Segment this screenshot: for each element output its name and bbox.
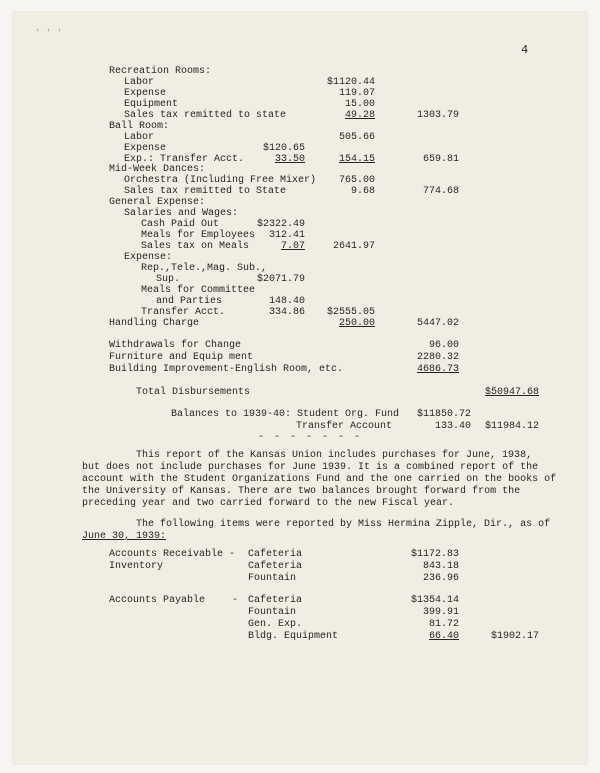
page-number: 4	[521, 43, 529, 57]
dances-heading: Mid-Week Dances:	[109, 164, 206, 175]
receivable-cafeteria-label: Cafeteria	[248, 549, 303, 560]
recreation-labor-amt: $1120.44	[326, 77, 375, 88]
dances-tax-label: Sales tax remitted to State	[124, 186, 287, 197]
para1-line4: the University of Kansas. There are two balances brought forward from the	[82, 486, 521, 497]
handling-amt: 250.00	[338, 318, 375, 329]
ballroom-labor-amt: 505.66	[338, 132, 375, 143]
total-label: Total Disbursements	[136, 387, 251, 398]
para2-line1: The following items were reported by Miss Hermina Zipple, Dir., as of	[136, 519, 551, 530]
para1-line3: account with the Student Organizations Fund and the one carried on the books of	[82, 474, 557, 485]
recreation-tax-amt: 49.28	[344, 110, 375, 121]
para2-line2: June 30, 1939:	[82, 531, 167, 542]
ballroom-transfer-amt: 33.50	[274, 154, 305, 165]
payable-bldg-amt: 66.40	[428, 631, 459, 642]
para1-line1: This report of the Kansas Union includes purchases for June, 1938,	[136, 450, 533, 461]
cash-amt: $2322.49	[256, 219, 305, 230]
dances-orchestra-label: Orchestra (Including Free Mixer)	[124, 175, 317, 186]
recreation-labor-label: Labor	[124, 77, 155, 88]
dances-orchestra-amt: 765.00	[338, 175, 375, 186]
balances-fund-amt: $11850.72	[416, 409, 471, 420]
cash-label: Cash Paid Out	[141, 219, 220, 230]
inventory-fountain-amt: 236.96	[422, 573, 459, 584]
balances-transfer-label: Transfer Account	[296, 421, 393, 432]
transfer-amt: 334.86	[268, 307, 305, 318]
balances-total: $11984.12	[484, 421, 539, 432]
ballroom-total: 659.81	[422, 154, 459, 165]
meals-label: Meals for Employees	[141, 230, 256, 241]
recreation-heading: Recreation Rooms:	[109, 66, 212, 77]
recreation-tax-label: Sales tax remitted to state	[124, 110, 287, 121]
committee-amt: 148.40	[268, 296, 305, 307]
rep-amt: $2071.79	[256, 274, 305, 285]
furniture-amt: 2280.32	[416, 352, 459, 363]
payable-label: Accounts Payable	[109, 595, 206, 606]
withdrawals-amt: 96.00	[428, 340, 459, 351]
general-total: 5447.02	[416, 318, 459, 329]
inventory-cafeteria-label: Cafeteria	[248, 561, 303, 572]
dances-total: 774.68	[422, 186, 459, 197]
rep-label-2: Sup.	[156, 274, 181, 285]
committee-label-1: Meals for Committee	[141, 285, 256, 296]
payable-cafeteria-label: Cafeteria	[248, 595, 303, 606]
inventory-fountain-label: Fountain	[248, 573, 297, 584]
expense-heading: Expense:	[124, 252, 173, 263]
ballroom-expense-amt: $120.65	[262, 143, 305, 154]
corner-marks: ' ' '	[35, 28, 63, 38]
recreation-total: 1303.79	[416, 110, 459, 121]
ballroom-transfer-label: Exp.: Transfer Acct.	[124, 154, 245, 165]
general-heading: General Expense:	[109, 197, 206, 208]
payable-dash: -	[232, 595, 239, 606]
building-label: Building Improvement-English Room, etc.	[109, 364, 344, 375]
payable-bldg-label: Bldg. Equipment	[248, 631, 339, 642]
payable-cafeteria-amt: $1354.14	[410, 595, 459, 606]
rep-label-1: Rep.,Tele.,Mag. Sub.,	[141, 263, 268, 274]
meals-amt: 312.41	[268, 230, 305, 241]
salestax-label: Sales tax on Meals	[141, 241, 250, 252]
salaries-total: 2641.97	[332, 241, 375, 252]
separator: - - - - - - -	[258, 432, 363, 443]
salaries-heading: Salaries and Wages:	[124, 208, 239, 219]
recreation-expense-label: Expense	[124, 88, 167, 99]
para1-line2: but does not include purchases for June 1939. It is a combined report of the	[82, 462, 539, 473]
ballroom-expense-label: Expense	[124, 143, 167, 154]
dances-tax-amt: 9.68	[350, 186, 375, 197]
recreation-equipment-amt: 15.00	[344, 99, 375, 110]
payable-fountain-label: Fountain	[248, 607, 297, 618]
ballroom-labor-label: Labor	[124, 132, 155, 143]
furniture-label: Furniture and Equip ment	[109, 352, 254, 363]
handling-label: Handling Charge	[109, 318, 200, 329]
salestax-amt: 7.07	[280, 241, 305, 252]
committee-label-2: and Parties	[156, 296, 223, 307]
total-amt: $50947.68	[484, 387, 539, 398]
balances-label: Balances to 1939-40: Student Org. Fund	[171, 409, 400, 420]
receivable-label: Accounts Receivable -	[109, 549, 236, 560]
receivable-cafeteria-amt: $1172.83	[410, 549, 459, 560]
payable-genexp-label: Gen. Exp.	[248, 619, 303, 630]
ballroom-subtotal: 154.15	[338, 154, 375, 165]
inventory-label: Inventory	[109, 561, 164, 572]
transfer-label: Transfer Acct.	[141, 307, 226, 318]
para1-line5: preceding year and two carried forward to the new Fiscal year.	[82, 498, 455, 509]
recreation-expense-amt: 119.07	[338, 88, 375, 99]
document-page	[13, 12, 587, 764]
payable-genexp-amt: 81.72	[428, 619, 459, 630]
payable-fountain-amt: 399.91	[422, 607, 459, 618]
expense-total: $2555.05	[326, 307, 375, 318]
recreation-equipment-label: Equipment	[124, 99, 179, 110]
withdrawals-label: Withdrawals for Change	[109, 340, 242, 351]
inventory-cafeteria-amt: 843.18	[422, 561, 459, 572]
balances-transfer-amt: 133.40	[434, 421, 471, 432]
building-amt: 4686.73	[416, 364, 459, 375]
ballroom-heading: Ball Room:	[109, 121, 170, 132]
payable-total: $1902.17	[490, 631, 539, 642]
